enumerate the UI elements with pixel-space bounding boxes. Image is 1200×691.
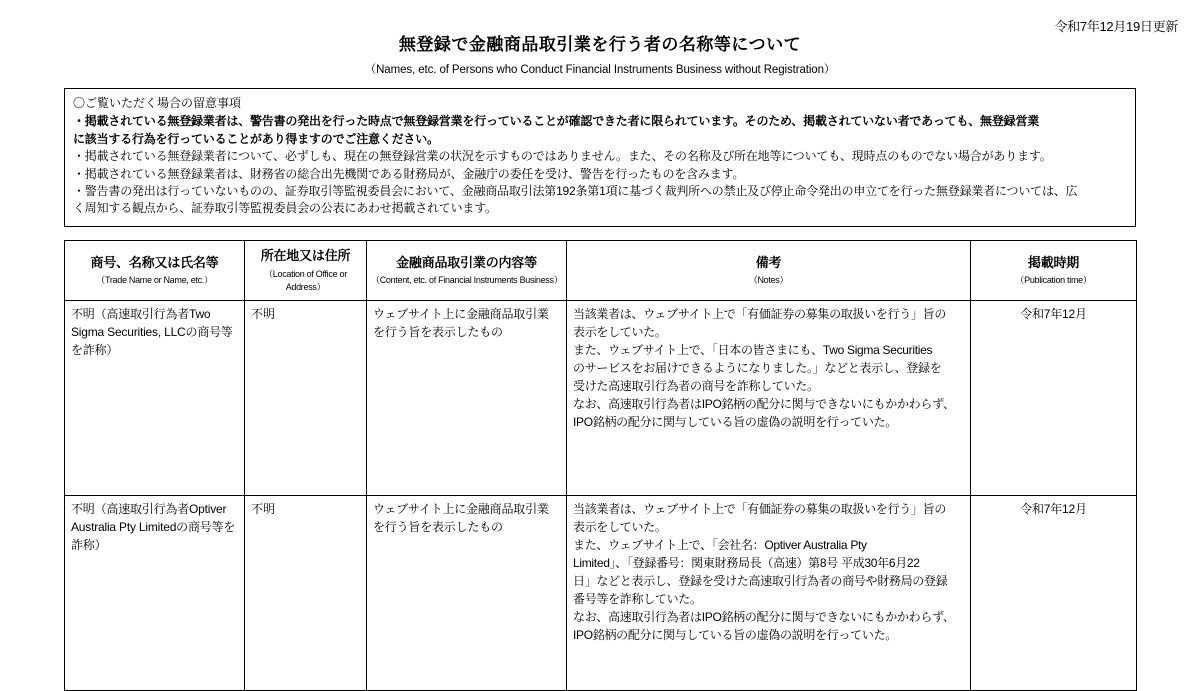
notes-line: IPO銘柄の配分に関与している旨の虚偽の説明を行っていた。 [573,627,897,642]
notice-line: ・警告書の発出は行っていないものの、証券取引等監視委員会において、金融商品取引法第192条第1項に基づく裁判所への禁止及び停止命令発出の申立てを行った無登録業者については、広 [73,183,1078,198]
notice-line: に該当する行為を行っていることがあり得ますのでご注意ください。 [73,131,439,146]
notes-line: また、ウェブサイト上で、「日本の皆さまにも、Two Sigma Securities [573,342,933,357]
cell-notes [567,495,971,690]
column-header-sub: （Notes） [748,275,789,286]
table-column-header [245,241,367,301]
cell-location: 不明 [245,300,367,495]
registration-table [64,240,1137,691]
table-column-header [367,241,567,301]
notes-line: のサービスをお届けできるようになりました。」などと表示し、登録を [573,360,942,375]
notes-line: 当該業者は、ウェブサイト上で「有価証券の募集の取扱いを行う」旨の [573,501,947,516]
notes-line: 表示をしていた。 [573,519,667,534]
table-column-header [567,241,971,301]
column-header-main: 備考 [755,254,782,270]
notes-line: 日」などと表示し、登録を受けた高速取引行為者の商号や財務局の登録 [573,573,948,588]
notes-line: IPO銘柄の配分に関与している旨の虚偽の説明を行っていた。 [573,414,897,429]
notice-lines [73,113,1127,217]
cell-business-content: ウェブサイト上に金融商品取引業を行う旨を表示したもの [367,495,567,690]
page-title: 無登録で金融商品取引業を行う者の名称等について [398,35,802,54]
column-header-main: 金融商品取引業の内容等 [396,254,537,270]
cell-notes [567,300,971,495]
notes-line: なお、高速取引行為者はIPO銘柄の配分に関与できないにもかかわらず、 [573,396,955,411]
column-header-main: 所在地又は住所 [260,248,351,263]
title-block [0,0,1200,77]
notes-line: 受けた高速取引行為者の商号を詐称していた。 [573,378,819,393]
notice-box [64,88,1136,227]
table-header [65,241,1137,301]
notes-line: Limited」、「登録番号：関東財務局長（高速）第8号 平成30年6月22 [573,555,920,570]
notice-heading: 〇ご覧いただく場合の留意事項 [73,96,242,110]
column-header-sub: （Publication time） [1015,275,1092,286]
table-column-header [65,241,245,301]
column-header-main: 商号、名称又は氏名等 [90,254,219,270]
table-column-header [971,241,1137,301]
cell-trade-name: 不明（高速取引行為者Two Sigma Securities, LLCの商号等を詐称） [65,300,245,495]
table-row [65,495,1137,690]
table-row [65,300,1137,495]
notes-line: なお、高速取引行為者はIPO銘柄の配分に関与できないにもかかわらず、 [573,609,955,624]
cell-publication-time: 令和7年12月 [971,495,1137,690]
cell-location: 不明 [245,495,367,690]
page-subtitle: （Names, etc. of Persons who Conduct Financial Instruments Business without Registration） [364,64,836,76]
column-header-sub: （Location of Office or Address） [264,268,347,292]
column-header-main: 掲載時期 [1027,254,1080,270]
notes-line: 番号等を詐称していた。 [573,591,702,606]
column-header-sub: （Content, etc. of Financial Instruments Business） [371,275,563,286]
notice-line: ・掲載されている無登録業者について、必ずしも、現在の無登録営業の状況を示すものではありません。また、その名称及び所在地等についても、現時点のものでない場合があります。 [73,149,1052,164]
notice-line: く周知する観点から、証券取引等監視委員会の公表にあわせ掲載されています。 [73,201,497,216]
cell-publication-time: 令和7年12月 [971,300,1137,495]
notes-line: また、ウェブサイト上で、「会社名：Optiver Australia Pty [573,537,867,552]
table-header-row [65,241,1137,301]
column-header-sub: （Trade Name or Name, etc.） [96,275,213,286]
cell-trade-name: 不明（高速取引行為者Optiver Australia Pty Limitedの商号等を詐称） [65,495,245,690]
notice-line: ・掲載されている無登録業者は、警告書の発出を行った時点で無登録営業を行っていることが確認できた者に限られています。そのため、掲載されていない者であっても、無登録営業 [73,114,1040,129]
cell-business-content: ウェブサイト上に金融商品取引業を行う旨を表示したもの [367,300,567,495]
table-body [65,300,1137,690]
update-date: 令和7年12月19日更新 [1054,19,1178,34]
notice-line: ・掲載されている無登録業者は、財務省の総合出先機関である財務局が、金融庁の委任を受け、警告を行ったものを含みます。 [73,166,745,181]
notes-line: 当該業者は、ウェブサイト上で「有価証券の募集の取扱いを行う」旨の [573,306,947,321]
notes-line: 表示をしていた。 [573,324,667,339]
